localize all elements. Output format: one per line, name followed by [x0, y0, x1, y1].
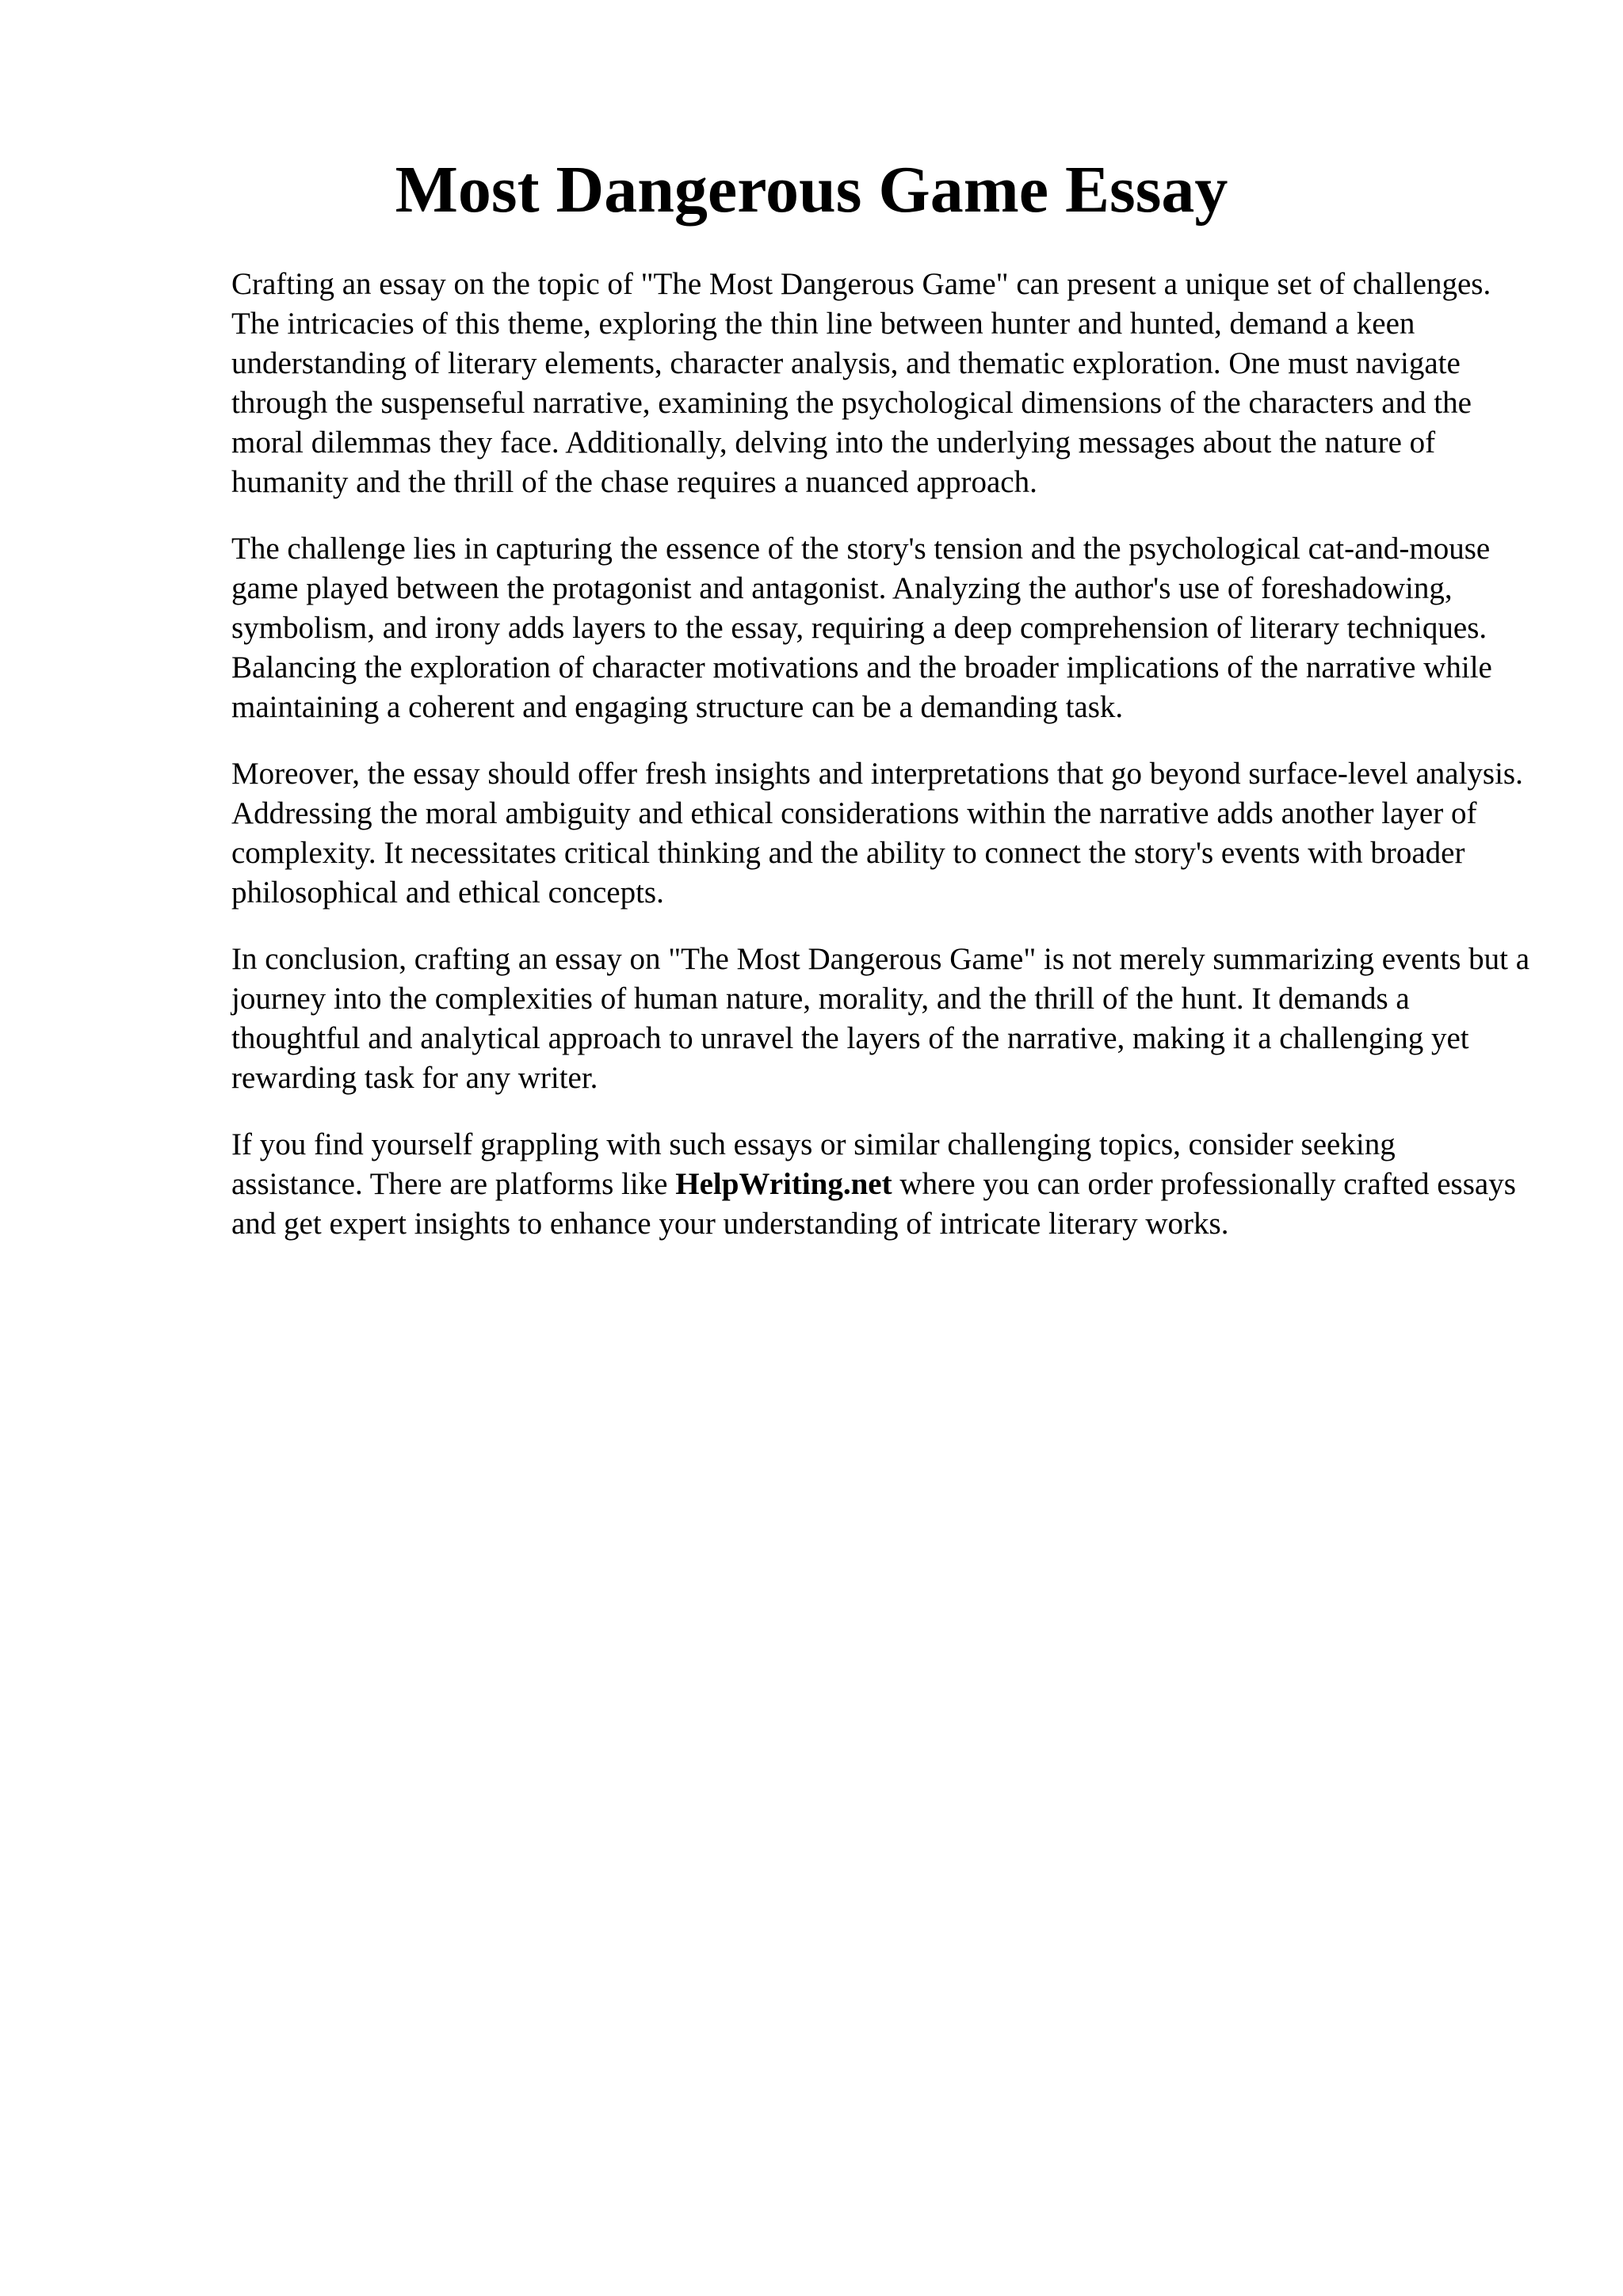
- paragraph-conclusion: In conclusion, crafting an essay on "The Most Dangerous Game" is not merely summarizing events but a journey into the complexities of human nature, morality, and the thrill of the hunt. It demands a thoughtful and analytical approach to unravel the layers of the narrative, making it a challenging yet rewarding task for any writer.: [231, 942, 1530, 1095]
- document-body: [231, 265, 1531, 1271]
- document-title: Most Dangerous Game Essay: [395, 153, 1228, 227]
- closing-text-after: where you can order professionally crafted essays and get expert insights to enhance your understanding of intricate literary works.: [231, 1167, 1516, 1241]
- closing-text-before: If you find yourself grappling with such essays or similar challenging topics, consider seeking assistance. There are platforms like: [231, 1127, 1396, 1201]
- paragraph-insights: Moreover, the essay should offer fresh insights and interpretations that go beyond surface-level analysis. Addressing the moral ambiguity and ethical considerations within the narrative adds another layer of complexity. It necessitates critical thinking and the ability to connect the story's events with broader philosophical and ethical concepts.: [231, 757, 1523, 910]
- paragraph-intro: Crafting an essay on the topic of "The Most Dangerous Game" can present a unique set of challenges. The intricacies of this theme, exploring the thin line between hunter and hunted, demand a keen understanding of literary elements, character analysis, and thematic exploration. One must navigate through the suspenseful narrative, examining the psychological dimensions of the characters and the moral dilemmas they face. Additionally, delving into the underlying messages about the nature of humanity and the thrill of the chase requires a nuanced approach.: [231, 267, 1491, 499]
- paragraph-closing: [231, 1125, 1531, 1244]
- helpwriting-link[interactable]: HelpWriting.net: [675, 1167, 892, 1201]
- paragraph-challenge: The challenge lies in capturing the essence of the story's tension and the psychological cat-and-mouse game played between the protagonist and antagonist. Analyzing the author's use of foreshadowing, symbolism, and irony adds layers to the essay, requiring a deep comprehension of literary techniques. Balancing the exploration of character motivations and the broader implications of the narrative while maintaining a coherent and engaging structure can be a demanding task.: [231, 532, 1492, 724]
